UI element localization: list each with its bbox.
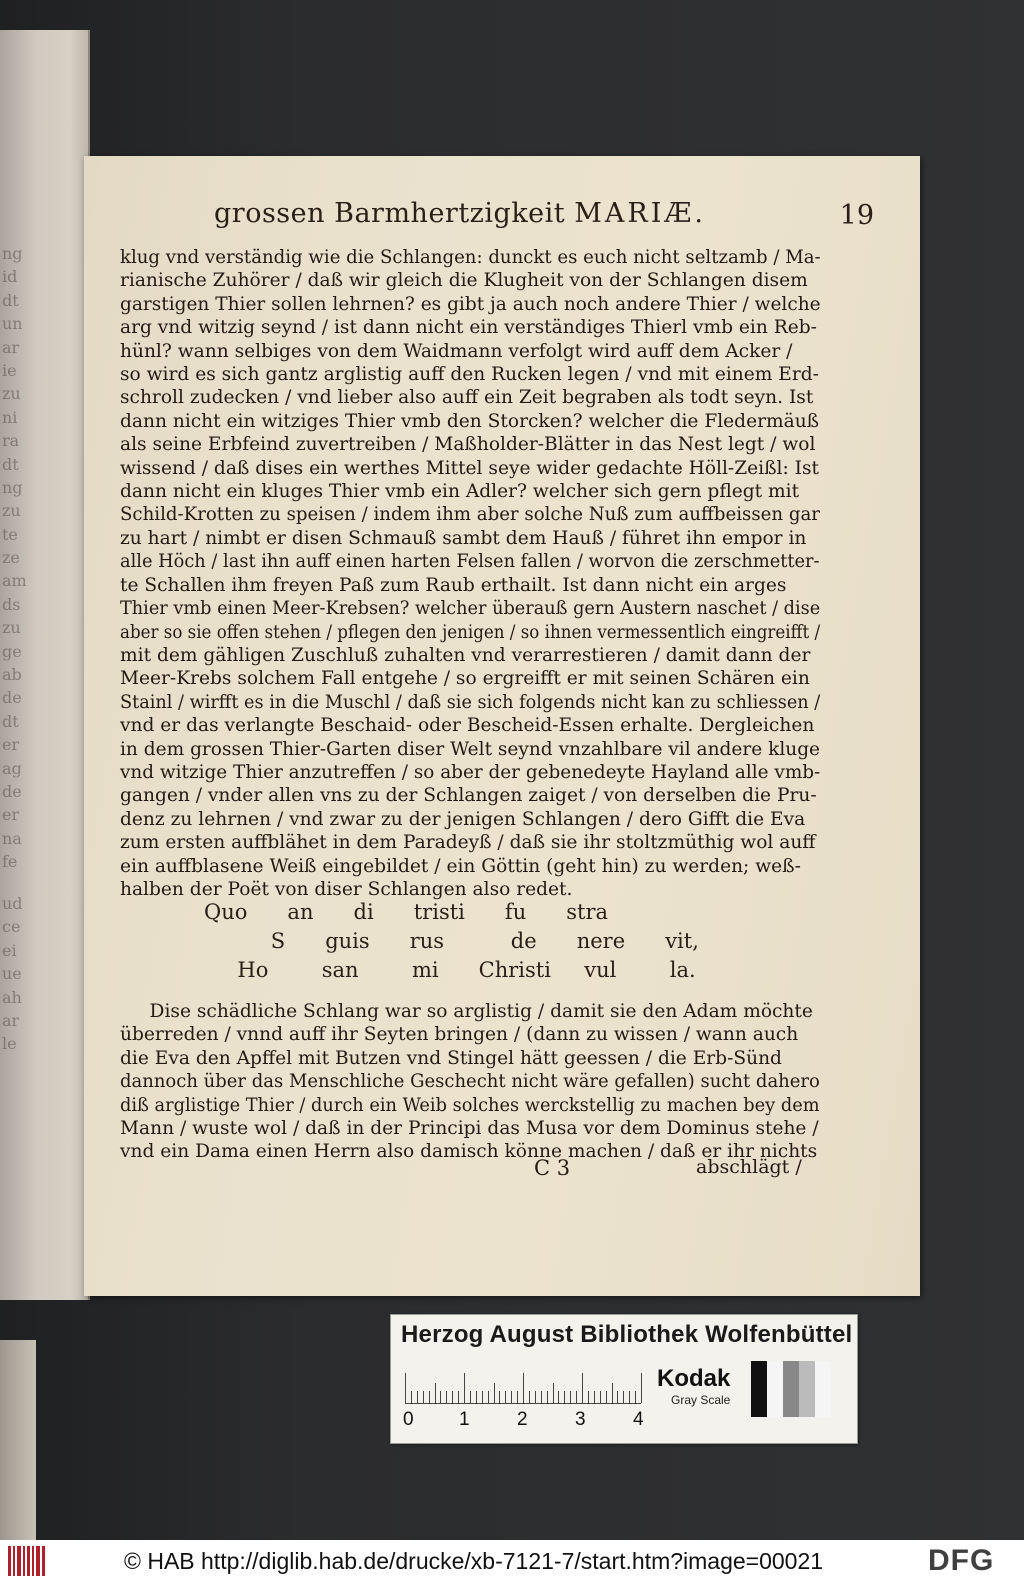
ruler-tick [429,1391,430,1403]
text-line: aber so sie offen stehen / pflegen den jenigen / so ihnen vermessentlich eingreifft / [120,621,821,643]
ruler-tick [523,1373,524,1403]
book-page [84,156,920,1296]
ruler-tick [417,1391,418,1403]
text-line: Mann / wuste wol / daß in der Principi das Musa vor dem Dominus stehe / [120,1118,819,1140]
text-line: halben der Poët von diser Schlangen also redet. [120,878,573,900]
text-line: denz zu lehrnen / vnd zwar zu der jenigen Schlangen / dero Gifft die Eva [120,808,806,830]
facing-page-edge [0,30,90,1300]
ruler-scale [405,1369,641,1404]
ruler-tick [606,1391,607,1403]
ruler-tick [476,1391,477,1403]
calibration-card [390,1314,858,1444]
ruler-tick [612,1383,613,1403]
ruler-label: 3 [575,1409,586,1430]
ruler-tick [446,1391,447,1403]
text-line: ein auffblasene Weiß eingebildet / ein Göttin (geht hin) zu werden; weß- [120,855,801,877]
ruler-tick [582,1373,583,1403]
facing-page-text-fragment: ng id dt un ar ie zu ni ra dt ng zu te ze am ds zu ge ab de dt er ag de er na fe [2,244,27,872]
text-line: Stainl / wirfft es in die Muschl / daß sie sich folgends nicht kan zu schliessen / [120,691,821,713]
ruler-tick [541,1391,542,1403]
catchword: abschlägt / [696,1156,802,1178]
ruler-tick [423,1391,424,1403]
ruler-tick [594,1391,595,1403]
ruler-label: 4 [633,1409,644,1430]
text-line: schroll zudecken / vnd lieber also auff ein Zeit begraben als todt seyn. Ist [120,387,814,409]
ruler-label: 2 [517,1409,528,1430]
text-line: Thier vmb einen Meer-Krebsen? welcher überauß gern Austern naschet / dise [120,598,821,620]
source-url[interactable]: © HAB http://diglib.hab.de/drucke/xb-7121-7/start.htm?image=00021 [124,1548,824,1574]
ruler-tick [600,1391,601,1403]
text-line: dann nicht ein witziges Thier vmb den Storcken? welcher die Fledermäuß [120,410,820,432]
text-line: zu hart / nimbt er disen Schmauß sambt dem Hauß / führet ihn empor in [120,527,807,549]
text-line: dannoch über das Menschliche Geschecht nicht wäre gefallen) sucht dahero [120,1071,820,1093]
text-line: hünl? wann selbiges von dem Waidmann verfolgt wird auff dem Acker / [120,340,793,362]
text-line: überreden / vnnd auff ihr Seyten bringen / (dann zu wissen / wann auch [120,1024,799,1046]
ruler-tick [517,1391,518,1403]
ruler-tick [629,1391,630,1403]
ruler-tick [588,1391,589,1403]
text-line: alle Höch / last ihn auff einen harten Felsen fallen / worvon die zerschmetter- [120,551,820,573]
verse-line: S guis rus de nere vit, [204,929,699,953]
ruler-tick [511,1391,512,1403]
ruler-tick [529,1391,530,1403]
text-line: diß arglistige Thier / durch ein Weib solches werckstellig zu machen bey dem [120,1094,820,1116]
ruler-tick [470,1391,471,1403]
body-text-continued [120,1000,820,1164]
text-line: wissend / daß dises ein werthes Mittel seye wider gedachte Höll-Zeißl: Ist [120,457,819,479]
text-line: gangen / vnder allen vns zu der Schlangen zaiget / von derselben die Pru- [120,785,817,807]
footer-bar [0,1540,1024,1582]
gray-scale-label: Gray Scale [671,1393,731,1407]
text-line: Dise schädliche Schlang war so arglistig / damit sie den Adam möchte [120,1001,813,1022]
dfg-logo: DFG [928,1544,995,1577]
text-line: so wird es sich gantz arglistig auff den Rucken legen / vnd mit einem Erd- [120,364,819,386]
text-line: vnd er das verlangte Beschaid- oder Bescheid-Essen erhalte. Dergleichen [120,715,815,737]
ruler-tick [411,1391,412,1403]
ruler-tick [482,1391,483,1403]
running-head-caps: MARIÆ. [574,198,706,229]
text-line: die Eva den Apffel mit Butzen vnd Stingel hätt geessen / die Erb-Sünd [120,1047,782,1069]
text-line: arg vnd witzig seynd / ist dann nicht ein verständiges Thierl vmb ein Reb- [120,317,817,339]
text-line: klug vnd verständig wie die Schlangen: dunckt es euch nicht seltzamb / Ma- [120,247,821,268]
text-line: te Schallen ihm freyen Paß zum Raub erthailt. Ist dann nicht ein arges [120,574,787,596]
text-line: in dem grossen Thier-Garten diser Welt seynd vnzahlbare vil andere kluge [120,738,821,760]
ruler-tick [452,1391,453,1403]
ruler-tick [547,1391,548,1403]
ruler-labels [403,1409,653,1433]
text-line: Meer-Krebs solchem Fall entgehe / so ergreifft er mit seinen Schären ein [120,668,810,690]
ruler-tick [635,1391,636,1403]
ruler-tick [617,1391,618,1403]
book-spine [0,1340,36,1540]
text-line: dann nicht ein kluges Thier vmb ein Adler? welcher sich gern pflegt mit [120,481,800,503]
ruler-tick [440,1391,441,1403]
ruler-tick [435,1383,436,1403]
verse-line: Ho san mi Christi vul la. [204,958,696,982]
page-header [214,198,874,240]
text-line: mit dem gähligen Zuschluß zuhalten vnd verarrestieren / damit dann der [120,644,811,666]
page-number: 19 [839,200,874,231]
text-line: rianische Zuhörer / daß wir gleich die Klugheit von der Schlangen disem [120,270,808,292]
signature-mark: C 3 [534,1156,571,1180]
ruler-tick [570,1391,571,1403]
ruler-tick [564,1391,565,1403]
text-line: vnd witzige Thier anzutreffen / so aber der gebenedeyte Hayland alle vmb- [120,761,821,783]
text-line: garstigen Thier sollen lehrnen? es gibt ja auch noch andere Thier / welche [120,293,821,315]
verse-line: Quo an di tristi fu stra [204,900,609,924]
running-head [214,198,706,229]
ruler-tick [641,1373,642,1403]
ruler-tick [458,1391,459,1403]
text-line: vnd ein Dama einen Herrn also damisch könne machen / daß er ihr nichts [120,1141,818,1163]
kodak-logo: Kodak [657,1365,731,1392]
library-name: Herzog August Bibliothek Wolfenbüttel [401,1321,853,1348]
ruler-tick [494,1383,495,1403]
ruler-tick [535,1391,536,1403]
ruler-label: 0 [403,1409,414,1430]
verse-block [204,898,804,985]
text-line: Schild-Krotten zu speisen / indem ihm aber solche Nuß zum auffbeissen gar [120,504,820,526]
running-head-text: grossen Barmhertzigkeit [214,198,566,229]
barcode-icon [8,1546,46,1576]
ruler-tick [576,1391,577,1403]
ruler-tick [558,1391,559,1403]
ruler-tick [505,1391,506,1403]
ruler-tick [464,1373,465,1403]
ruler-tick [623,1391,624,1403]
text-line: als seine Erbfeind zuvertreiben / Maßholder-Blätter in das Nest legt / wol [120,434,816,456]
ruler-label: 1 [459,1409,470,1430]
body-text [120,246,820,901]
ruler-tick [499,1391,500,1403]
facing-page-text-fragment: ud ce ei ue ah ar le [2,894,23,1054]
gray-scale-bar [751,1361,831,1417]
ruler-tick [405,1373,406,1403]
ruler-tick [553,1383,554,1403]
ruler-tick [488,1391,489,1403]
text-line: zum ersten auffblähet in dem Paradeyß / daß sie ihr stoltzmüthig wol auff [120,832,816,854]
